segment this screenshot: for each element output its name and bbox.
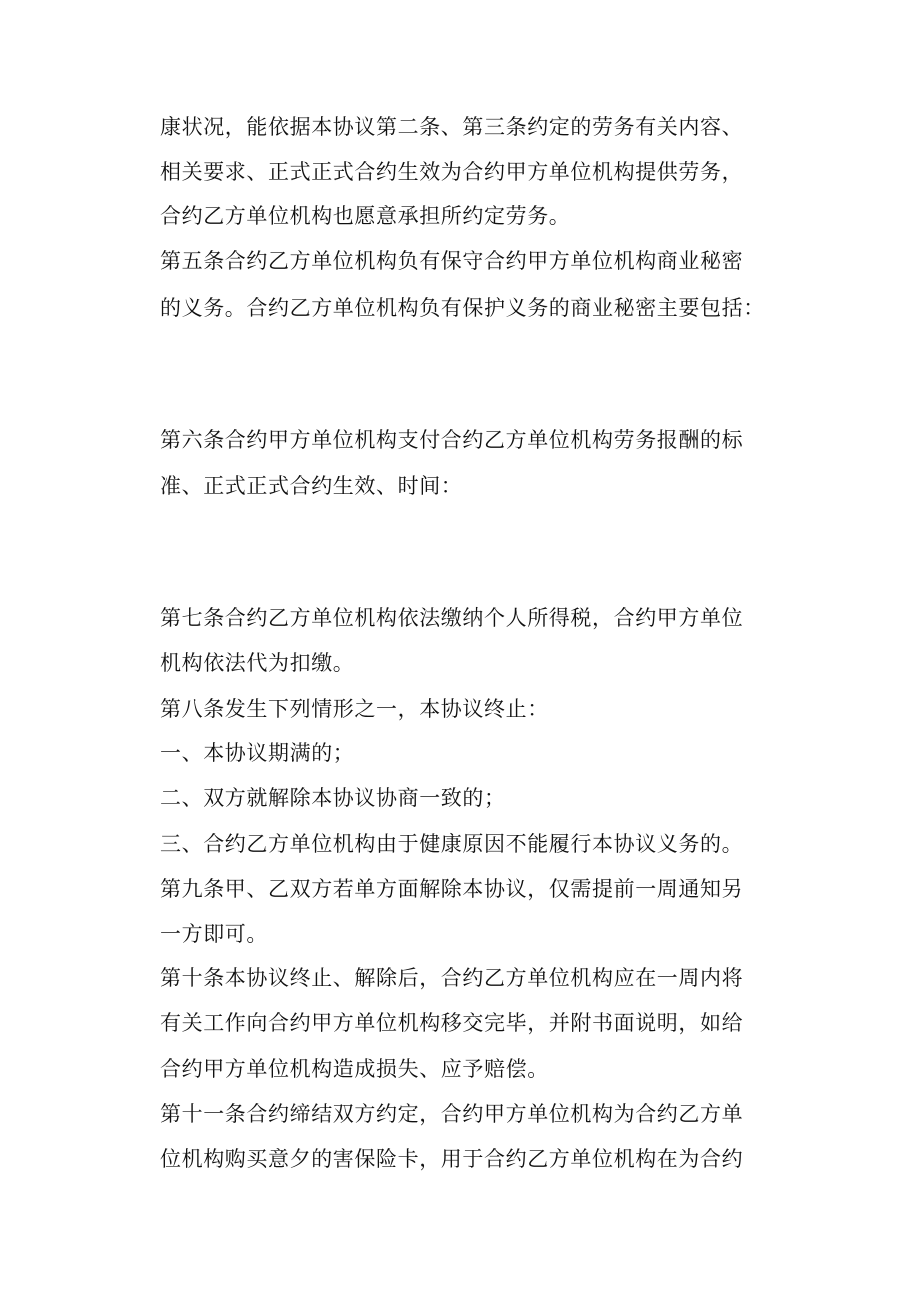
text-line: 有关工作向合约甲方单位机构移交完毕，并附书面说明，如给 (160, 1011, 744, 1035)
text-line: 第十条本协议终止、解除后，合约乙方单位机构应在一周内将 (160, 966, 744, 990)
text-line: 二、双方就解除本协议协商一致的； (160, 786, 506, 810)
text-line: 位机构购买意夕的害保险卡，用于合约乙方单位机构在为合约 (160, 1147, 744, 1171)
text-line: 第十一条合约缔结双方约定，合约甲方单位机构为合约乙方单 (160, 1102, 744, 1126)
text-line: 第七条合约乙方单位机构依法缴纳个人所得税，合约甲方单位 (160, 606, 744, 630)
text-line: 合约甲方单位机构造成损失、应予赔偿。 (160, 1057, 549, 1081)
text-line: 准、正式正式合约生效、时间： (160, 474, 463, 498)
text-line: 相关要求、正式正式合约生效为合约甲方单位机构提供劳务， (160, 160, 744, 184)
text-line: 机构依法代为扣缴。 (160, 651, 355, 675)
text-line: 第六条合约甲方单位机构支付合约乙方单位机构劳务报酬的标 (160, 428, 744, 452)
text-line: 康状况，能依据本协议第二条、第三条约定的劳务有关内容、 (160, 115, 744, 139)
text-line: 第五条合约乙方单位机构负有保守合约甲方单位机构商业秘密 (160, 249, 744, 273)
text-line: 一、本协议期满的； (160, 741, 355, 765)
text-line: 三、合约乙方单位机构由于健康原因不能履行本协议义务的。 (160, 832, 744, 856)
text-line: 合约乙方单位机构也愿意承担所约定劳务。 (160, 204, 571, 228)
text-line: 一方即可。 (160, 922, 268, 946)
text-line: 第九条甲、乙双方若单方面解除本协议，仅需提前一周通知另 (160, 877, 744, 901)
text-line: 的义务。合约乙方单位机构负有保护义务的商业秘密主要包括： (160, 296, 765, 320)
text-line: 第八条发生下列情形之一，本协议终止： (160, 697, 549, 721)
